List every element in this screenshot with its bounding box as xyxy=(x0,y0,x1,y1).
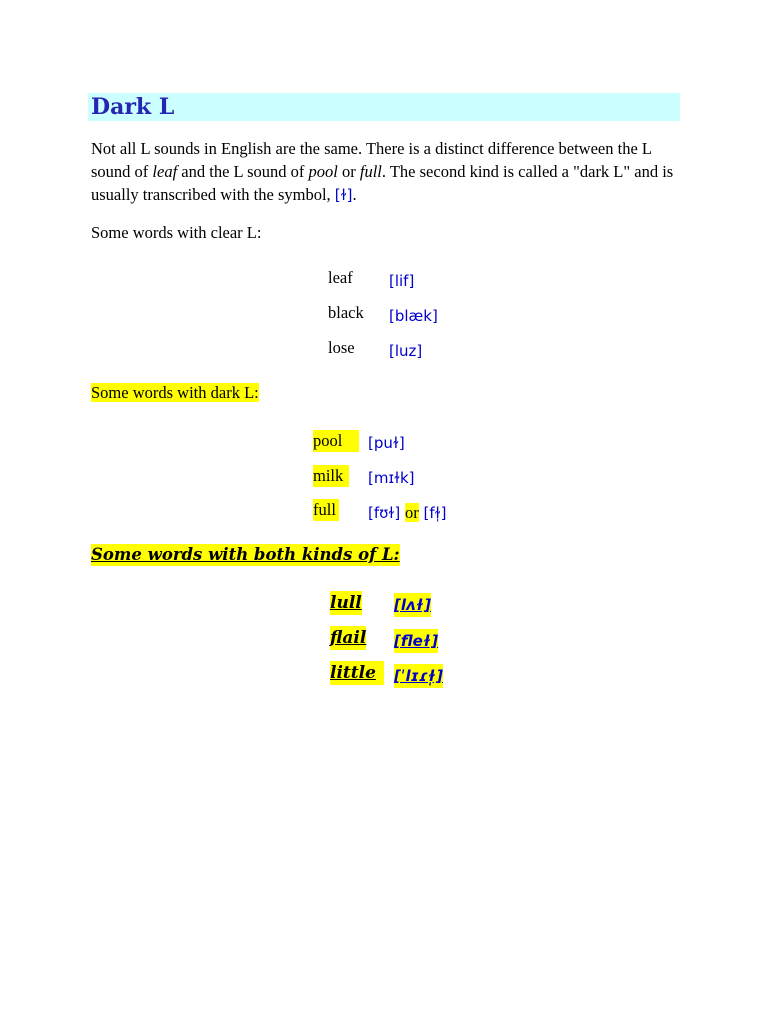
both-ipa: [ˈlɪɾɫ̩] xyxy=(394,664,443,688)
intro-text: and the L sound of xyxy=(177,162,309,181)
intro-leaf: leaf xyxy=(152,162,178,181)
title-background xyxy=(88,93,680,121)
dark-ipa: [mɪɫk] xyxy=(368,469,415,487)
intro-paragraph xyxy=(91,137,691,207)
intro-text: . xyxy=(352,185,357,204)
dark-word: milk xyxy=(313,465,349,487)
dark-ipa-row xyxy=(368,502,446,524)
dark-word: pool xyxy=(313,430,359,452)
clear-word: lose xyxy=(328,338,355,357)
dark-l-symbol: [ɫ] xyxy=(334,186,353,204)
clear-word: leaf xyxy=(328,268,353,287)
clear-l-label: Some words with clear L: xyxy=(91,223,262,242)
both-l-label: Some words with both kinds of L: xyxy=(91,545,400,564)
both-ipa: [lʌɫ] xyxy=(394,593,431,617)
both-word: flail xyxy=(330,628,367,648)
dark-ipa-alt: [fɫ̩] xyxy=(423,504,447,522)
or-text: or xyxy=(404,503,419,522)
clear-word: black xyxy=(328,303,364,322)
intro-text: or xyxy=(337,162,360,181)
both-word: little xyxy=(330,661,384,685)
dark-ipa: [puɫ] xyxy=(368,434,405,452)
both-word: lull xyxy=(330,593,362,613)
clear-ipa: [luz] xyxy=(389,342,423,360)
clear-ipa: [lif] xyxy=(389,272,415,290)
intro-pool: pool xyxy=(308,162,338,181)
intro-text: Not all L sounds in English are the same. There is a distinct difference between the L sound of xyxy=(91,139,652,181)
intro-full: full xyxy=(359,162,382,181)
dark-word: full xyxy=(313,499,339,521)
page-title: Dark L xyxy=(91,94,175,120)
intro-text: . The second kind is called a "dark L" and is usually transcribed with the symbol, xyxy=(91,162,674,204)
clear-ipa: [blæk] xyxy=(389,307,438,325)
dark-l-label: Some words with dark L: xyxy=(91,383,259,402)
dark-ipa: [fʊɫ] xyxy=(368,504,401,522)
both-ipa: [fleɫ] xyxy=(394,629,438,653)
